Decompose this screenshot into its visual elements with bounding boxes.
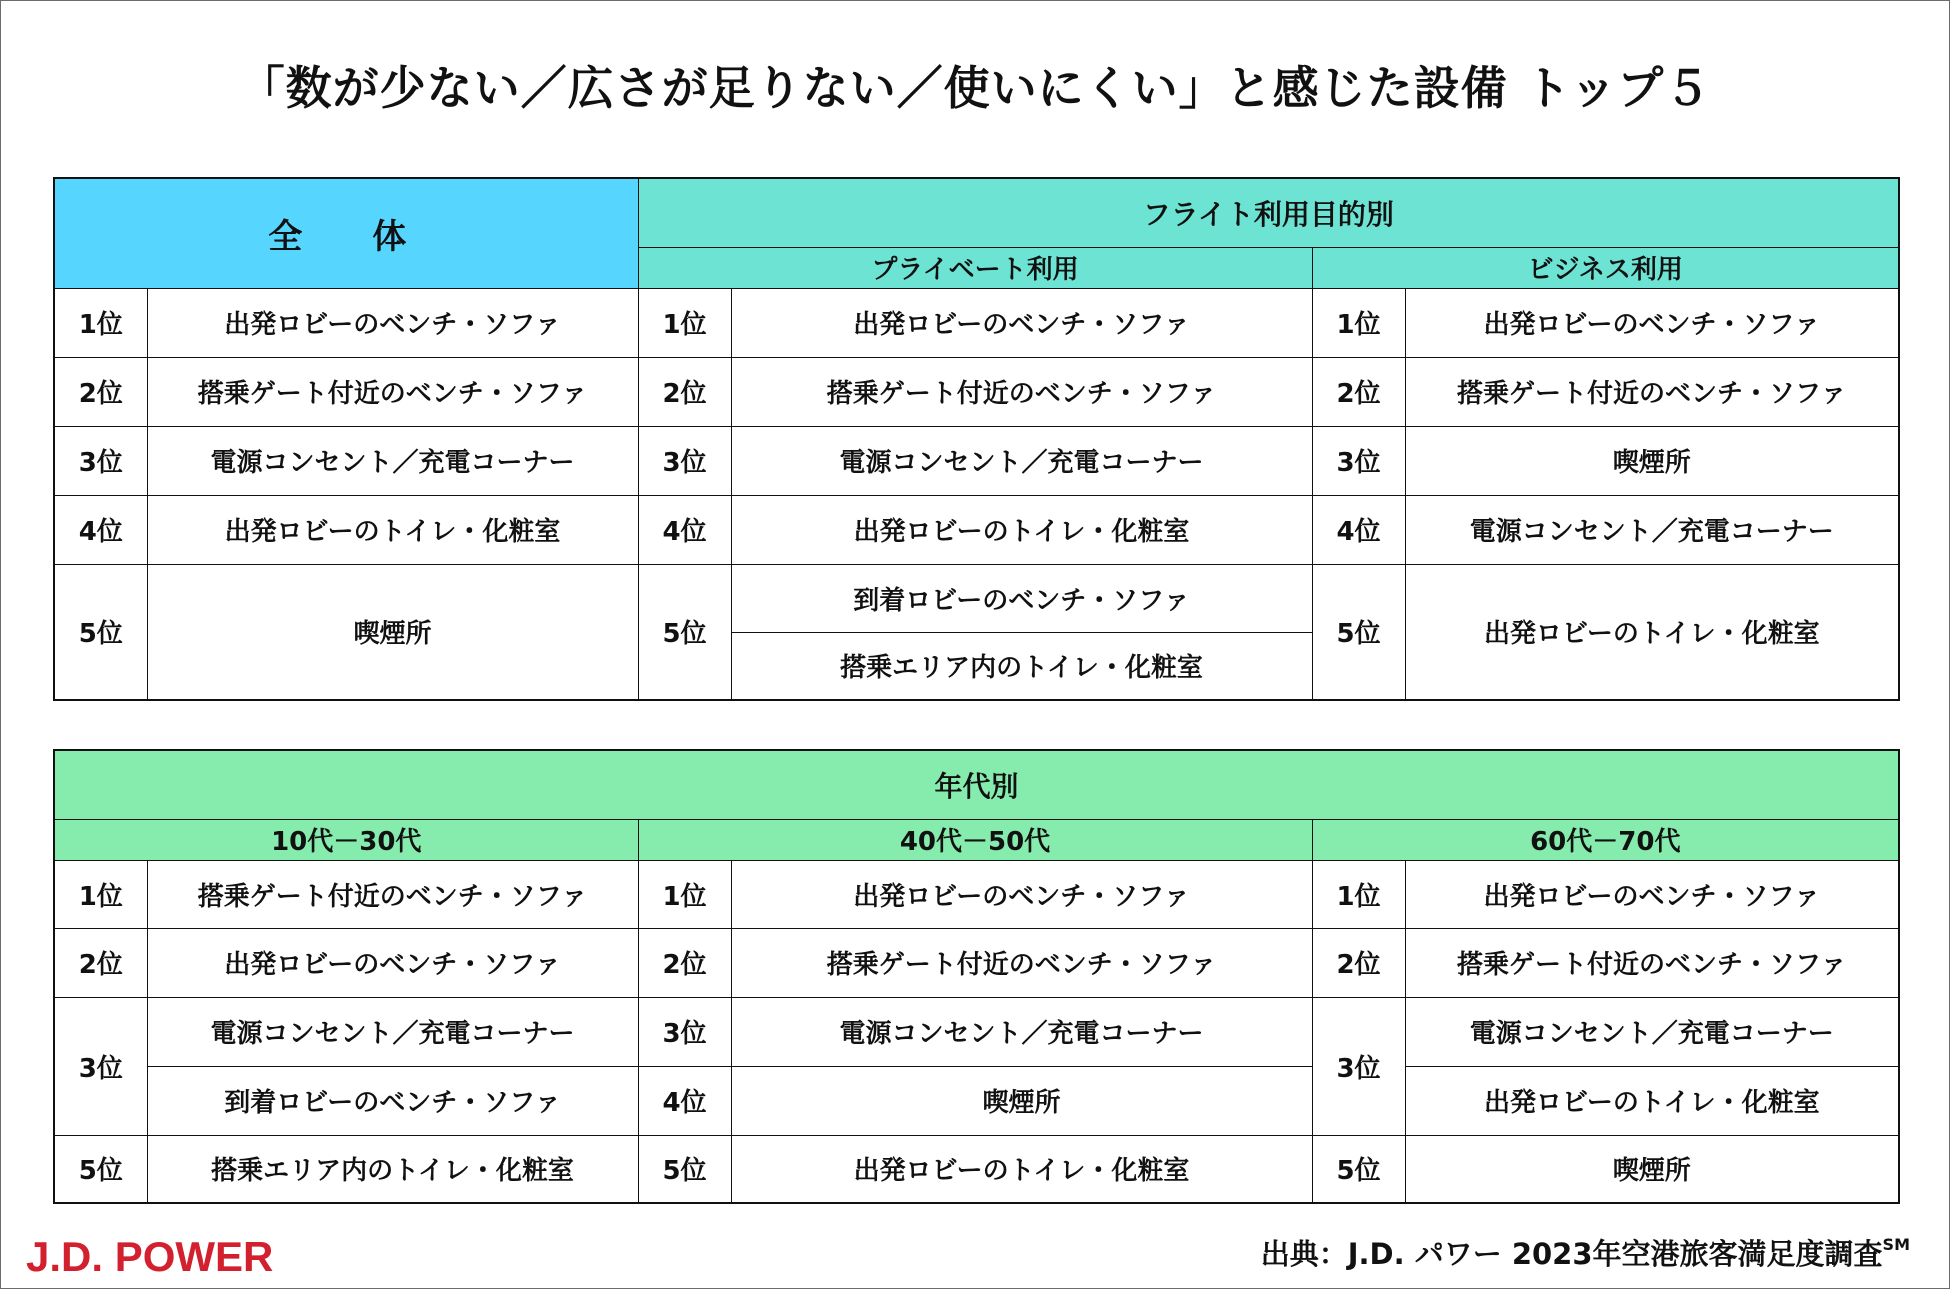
table-row <box>54 1066 1899 1135</box>
age-group-3-item: 搭乗ゲート付近のベンチ・ソファ <box>1405 928 1899 997</box>
age-group-3-item: 出発ロビーのトイレ・化粧室 <box>1405 1066 1899 1135</box>
private-header: プライベート利用 <box>638 247 1312 288</box>
private-item: 出発ロビーのベンチ・ソファ <box>731 288 1312 357</box>
rank-label: 1位 <box>638 860 731 928</box>
table-row <box>54 564 1899 632</box>
flight-purpose-header: フライト利用目的別 <box>638 178 1899 247</box>
table-row <box>54 357 1899 426</box>
business-header: ビジネス利用 <box>1312 247 1899 288</box>
rank-label: 5位 <box>638 1135 731 1203</box>
age-group-1-header: 10代－30代 <box>54 819 638 860</box>
rank-label: 1位 <box>1312 860 1405 928</box>
rank-label: 3位 <box>638 997 731 1066</box>
rank-label: 2位 <box>638 928 731 997</box>
private-item: 到着ロビーのベンチ・ソファ <box>731 564 1312 632</box>
rank-label: 2位 <box>54 357 147 426</box>
age-group-1-item: 電源コンセント／充電コーナー <box>147 997 638 1066</box>
table-row <box>54 928 1899 997</box>
source-note <box>1261 1232 1910 1273</box>
rank-label: 4位 <box>638 495 731 564</box>
private-item: 搭乗ゲート付近のベンチ・ソファ <box>731 357 1312 426</box>
overall-item: 出発ロビーのベンチ・ソファ <box>147 288 638 357</box>
rank-label: 4位 <box>1312 495 1405 564</box>
rank-label: 2位 <box>1312 357 1405 426</box>
age-group-1-item: 搭乗ゲート付近のベンチ・ソファ <box>147 860 638 928</box>
rank-label: 3位 <box>1312 426 1405 495</box>
business-item: 電源コンセント／充電コーナー <box>1405 495 1899 564</box>
private-item: 電源コンセント／充電コーナー <box>731 426 1312 495</box>
rank-label: 1位 <box>1312 288 1405 357</box>
rank-label: 2位 <box>54 928 147 997</box>
table-row <box>54 495 1899 564</box>
overall-item: 喫煙所 <box>147 564 638 700</box>
overall-item: 電源コンセント／充電コーナー <box>147 426 638 495</box>
table-row <box>54 288 1899 357</box>
age-group-2-header: 40代－50代 <box>638 819 1312 860</box>
rank-label: 5位 <box>638 564 731 700</box>
age-group-2-item: 電源コンセント／充電コーナー <box>731 997 1312 1066</box>
age-group-3-item: 喫煙所 <box>1405 1135 1899 1203</box>
age-group-2-item: 出発ロビーのトイレ・化粧室 <box>731 1135 1312 1203</box>
age-group-2-item: 搭乗ゲート付近のベンチ・ソファ <box>731 928 1312 997</box>
rank-label: 5位 <box>54 1135 147 1203</box>
rank-label: 1位 <box>54 288 147 357</box>
table-row <box>54 426 1899 495</box>
purpose-ranking-table <box>53 177 1900 701</box>
age-group-2-item: 喫煙所 <box>731 1066 1312 1135</box>
rank-label: 5位 <box>1312 1135 1405 1203</box>
rank-label: 5位 <box>1312 564 1405 700</box>
business-item: 喫煙所 <box>1405 426 1899 495</box>
business-item: 出発ロビーのベンチ・ソファ <box>1405 288 1899 357</box>
private-item: 出発ロビーのトイレ・化粧室 <box>731 495 1312 564</box>
age-group-3-item: 出発ロビーのベンチ・ソファ <box>1405 860 1899 928</box>
rank-label: 3位 <box>54 997 147 1135</box>
rank-label: 5位 <box>54 564 147 700</box>
rank-label: 4位 <box>638 1066 731 1135</box>
age-group-1-item: 到着ロビーのベンチ・ソファ <box>147 1066 638 1135</box>
rank-label: 3位 <box>54 426 147 495</box>
table-row <box>54 1135 1899 1203</box>
page-title: 「数が少ない／広さが足りない／使いにくい」と感じた設備 トップ５ <box>238 61 1712 115</box>
jd-power-logo: J.D. POWER <box>26 1233 274 1280</box>
rank-label: 1位 <box>54 860 147 928</box>
rank-label: 3位 <box>1312 997 1405 1135</box>
age-group-1-item: 出発ロビーのベンチ・ソファ <box>147 928 638 997</box>
age-group-2-item: 出発ロビーのベンチ・ソファ <box>731 860 1312 928</box>
rank-label: 2位 <box>638 357 731 426</box>
source-text: 出典：J.D. パワー 2023年空港旅客満足度調査 <box>1260 1237 1883 1271</box>
overall-header: 全 体 <box>54 178 638 288</box>
business-item: 出発ロビーのトイレ・化粧室 <box>1405 564 1899 700</box>
age-ranking-table <box>53 749 1900 1204</box>
age-group-1-item: 搭乗エリア内のトイレ・化粧室 <box>147 1135 638 1203</box>
private-item: 搭乗エリア内のトイレ・化粧室 <box>731 632 1312 700</box>
rank-label: 2位 <box>1312 928 1405 997</box>
table-row <box>54 860 1899 928</box>
rank-label: 4位 <box>54 495 147 564</box>
business-item: 搭乗ゲート付近のベンチ・ソファ <box>1405 357 1899 426</box>
overall-item: 出発ロビーのトイレ・化粧室 <box>147 495 638 564</box>
service-mark: SM <box>1882 1235 1910 1254</box>
age-group-3-header: 60代－70代 <box>1312 819 1899 860</box>
age-group-3-item: 電源コンセント／充電コーナー <box>1405 997 1899 1066</box>
rank-label: 3位 <box>638 426 731 495</box>
age-header: 年代別 <box>54 750 1899 819</box>
overall-item: 搭乗ゲート付近のベンチ・ソファ <box>147 357 638 426</box>
rank-label: 1位 <box>638 288 731 357</box>
table-row <box>54 997 1899 1066</box>
